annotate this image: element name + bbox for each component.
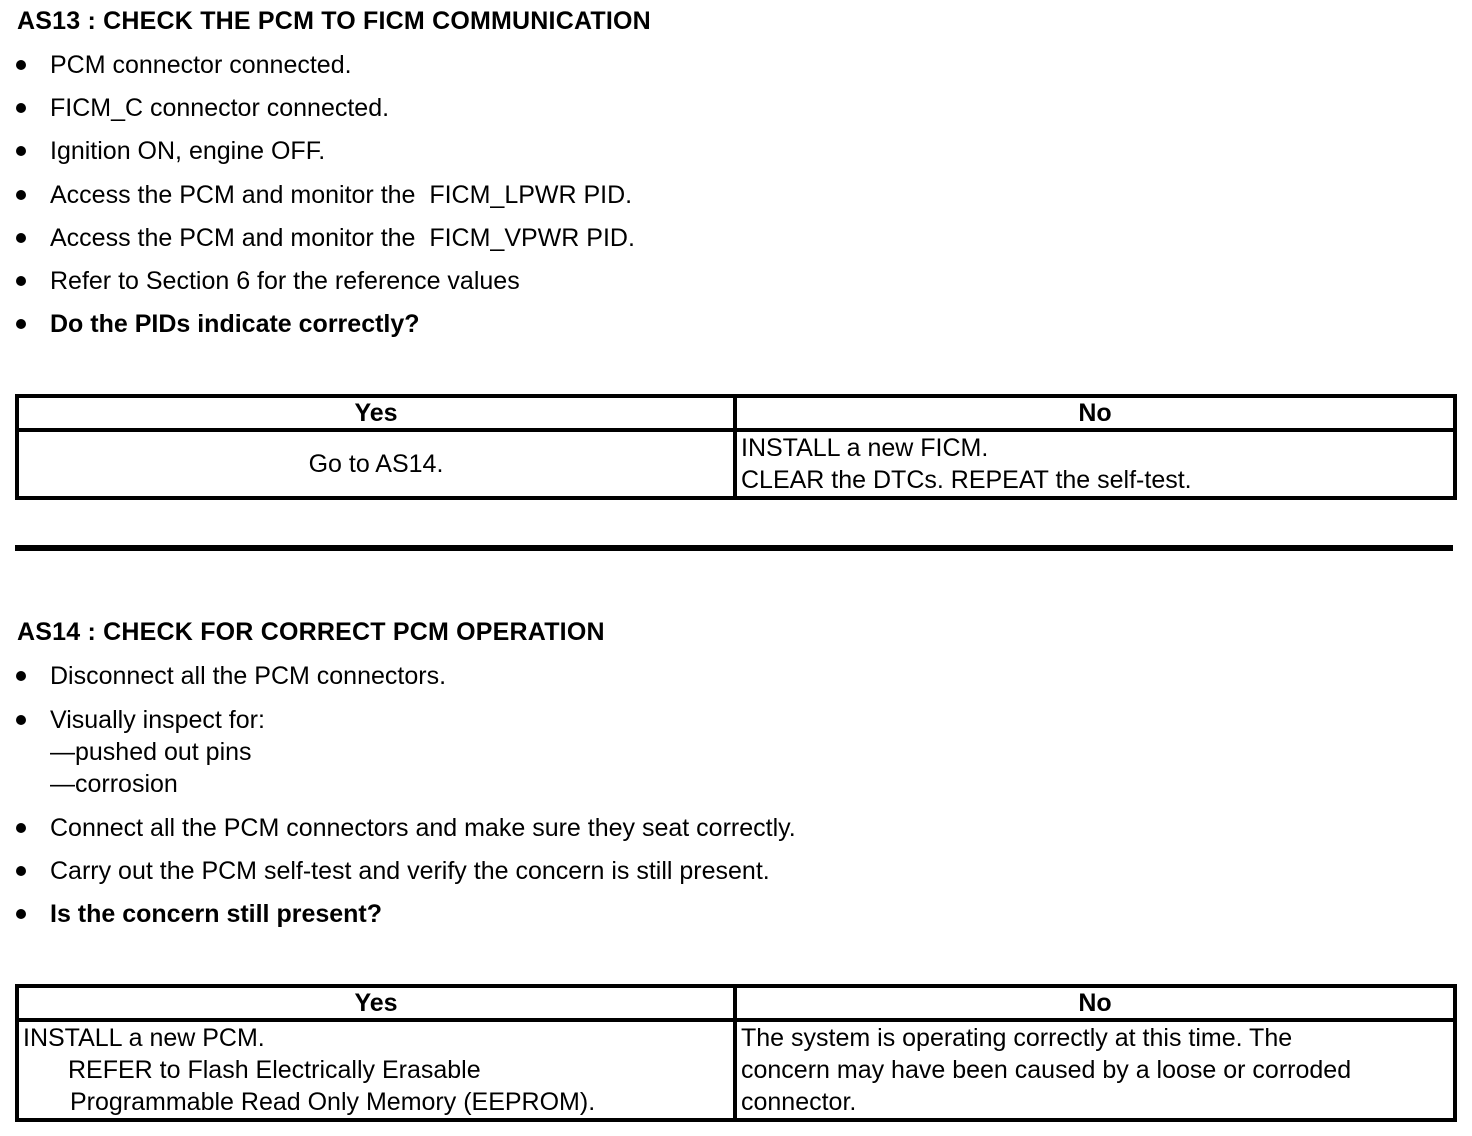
bullet-dot-icon bbox=[16, 319, 26, 329]
as14-bullet-text: Connect all the PCM connectors and make sure they seat correctly. bbox=[50, 814, 796, 842]
bullet-dot-icon bbox=[16, 190, 26, 200]
bullet-dot-icon bbox=[16, 823, 26, 833]
bullet-dot-icon bbox=[16, 866, 26, 876]
section-divider bbox=[15, 545, 1453, 551]
no-cell bbox=[735, 1020, 1455, 1120]
yes-header: Yes bbox=[17, 986, 735, 1020]
as14-bullet-text bbox=[50, 704, 265, 800]
as13-bullet-text: Ignition ON, engine OFF. bbox=[50, 137, 326, 165]
yes-cell-text: Go to AS14. bbox=[308, 450, 444, 478]
as14-question-text: Is the concern still present? bbox=[50, 900, 383, 928]
as13-bullet-text: Access the PCM and monitor the FICM_VPWR PID. bbox=[50, 224, 635, 252]
table-header-row bbox=[17, 986, 1455, 1020]
no-cell-line: INSTALL a new FICM. bbox=[741, 434, 989, 462]
as14-bullet-text: Disconnect all the PCM connectors. bbox=[50, 662, 447, 690]
bullet-dot-icon bbox=[16, 146, 26, 156]
as13-answer-table bbox=[15, 394, 1457, 500]
bullet-dot-icon bbox=[16, 671, 26, 681]
bullet-dot-icon bbox=[16, 909, 26, 919]
as14-inspect-label: Visually inspect for: bbox=[50, 706, 265, 734]
bullet-dot-icon bbox=[16, 60, 26, 70]
as13-bullet-text: Refer to Section 6 for the reference values bbox=[50, 267, 520, 295]
no-cell-line: The system is operating correctly at this time. The bbox=[741, 1024, 1293, 1052]
as13-bullet-text: FICM_C connector connected. bbox=[50, 94, 390, 122]
table-header-row bbox=[17, 396, 1455, 430]
as14-title: AS14 : CHECK FOR CORRECT PCM OPERATION bbox=[17, 618, 605, 646]
table-row bbox=[17, 430, 1455, 498]
no-cell-line: connector. bbox=[741, 1088, 857, 1116]
as13-bullet-text: Access the PCM and monitor the FICM_LPWR PID. bbox=[50, 181, 633, 209]
yes-cell-line: REFER to Flash Electrically Erasable bbox=[68, 1056, 481, 1084]
bullet-dot-icon bbox=[16, 233, 26, 243]
table-row bbox=[17, 1020, 1455, 1120]
bullet-dot-icon bbox=[16, 715, 26, 725]
as13-bullet-text: PCM connector connected. bbox=[50, 51, 352, 79]
yes-header: Yes bbox=[17, 396, 735, 430]
as14-answer-table bbox=[15, 984, 1457, 1122]
yes-cell bbox=[17, 1020, 735, 1120]
no-cell bbox=[735, 430, 1455, 498]
as14-inspect-item: —pushed out pins bbox=[50, 738, 252, 766]
as13-title: AS13 : CHECK THE PCM TO FICM COMMUNICATION bbox=[17, 7, 651, 35]
no-cell-line: CLEAR the DTCs. REPEAT the self-test. bbox=[741, 466, 1192, 494]
as13-question-text: Do the PIDs indicate correctly? bbox=[50, 310, 420, 338]
no-header: No bbox=[735, 986, 1455, 1020]
as14-bullet-text: Carry out the PCM self-test and verify the concern is still present. bbox=[50, 857, 770, 885]
yes-cell-line: INSTALL a new PCM. bbox=[23, 1024, 265, 1052]
yes-cell-line: Programmable Read Only Memory (EEPROM). bbox=[70, 1088, 596, 1116]
bullet-dot-icon bbox=[16, 276, 26, 286]
yes-cell bbox=[17, 430, 735, 498]
bullet-dot-icon bbox=[16, 103, 26, 113]
no-header: No bbox=[735, 396, 1455, 430]
no-cell-line: concern may have been caused by a loose or corroded bbox=[741, 1056, 1352, 1084]
as14-inspect-item: —corrosion bbox=[50, 770, 178, 798]
